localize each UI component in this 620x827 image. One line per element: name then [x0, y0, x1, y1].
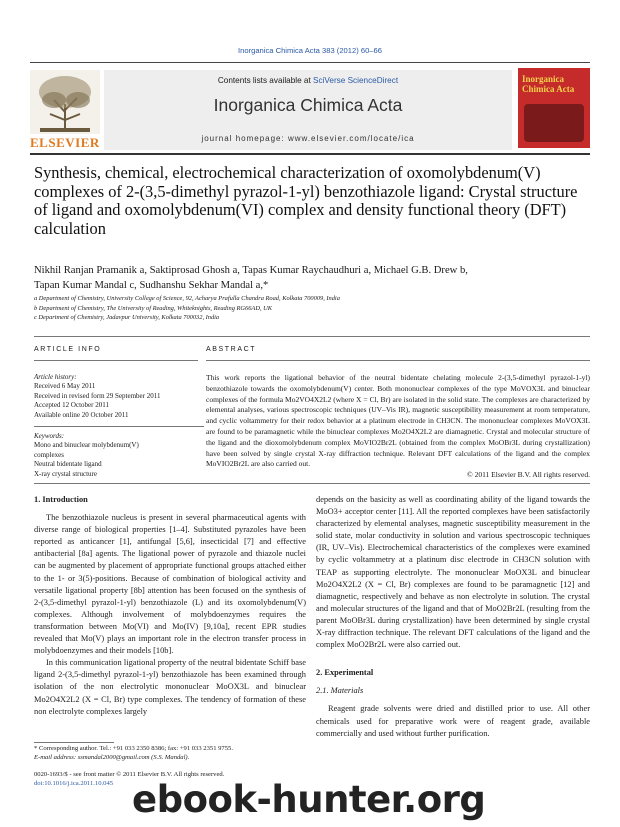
materials-heading: 2.1. Materials — [316, 686, 364, 696]
author-list — [34, 263, 589, 293]
section-rule — [34, 336, 590, 337]
abstract-text: This work reports the ligational behavior of the neutral bidentate chelating molecule 2-(3,5-dimethyl pyrazol-1-yl) benzothiazole towards the oxomolybdenum(V) center. Both mononuclear complexes of the type MoVOX3L and binuclear complexes of the formula Mo2VO4X2L2 (where X = Cl, Br) are isolated in the solid state. The complexes are characterized by elemental analyses, various spectroscopic techniques (UV–Vis IR), magnetic susceptibility measurement at room temperature, and cyclic voltammetry for their redox behavior at a platinum electrode in CH3CN. The mononuclear complexes MoVOX3L are found to be paramagnetic while the binuclear complexes Mo2O4X2L2 are diamagnetic. Crystal and molecular structure of the ligand and the dioxomolybdenum complex MoVIO2Br2L (obtained from the complex MoOBr3L during crystallization) have been solved by single crystal X-ray diffraction technique. Relevant DFT calculations of the ligand and the complex MoVIO2Br2L are also carried out. — [206, 373, 590, 469]
history-item: Received 6 May 2011 — [34, 382, 96, 391]
corresponding-author: * Corresponding author. Tel.: +91 033 2350 8386; fax: +91 033 2351 9755. — [34, 745, 233, 752]
info-rule — [34, 360, 198, 361]
article-title: Synthesis, chemical, electrochemical characterization of oxomolybdenum(V) complexes of 2-(3,5-dimethyl pyrazol-1-yl) benzothiazole ligand: Crystal structure of ligand and oxomolybdenum(VI) complex and density functional theory (DFT) calculation — [34, 163, 578, 238]
keyword: X-ray crystal structure — [34, 469, 97, 478]
sciverse-link[interactable]: SciVerse ScienceDirect — [313, 76, 399, 85]
doi-link[interactable]: doi:10.1016/j.ica.2011.10.045 — [34, 780, 114, 787]
issn-line: 0020-1693/$ - see front matter © 2011 Elsevier B.V. All rights reserved. — [34, 771, 225, 778]
authors-line-1: Nikhil Ranjan Pramanik a, Saktiprosad Ghosh a, Tapas Kumar Raychaudhuri a, Michael G.B. Drew b, — [34, 265, 468, 276]
publisher-name: ELSEVIER — [30, 135, 100, 150]
footnote — [34, 744, 324, 762]
introduction-heading: 1. Introduction — [34, 495, 88, 504]
cover-illustration — [524, 104, 584, 142]
article-info — [34, 373, 204, 479]
body-rule — [34, 483, 590, 484]
experimental-heading: 2. Experimental — [316, 668, 374, 678]
affiliation-a: a Department of Chemistry, University College of Science, 92, Acharya Prafulla Chandra Road, Kolkata 700009, India — [34, 295, 340, 302]
intro-paragraph-3: depends on the basicity as well as coordinating ability of the ligand towards the MoO3+ acceptor center [11]. All the reported complexes have been satisfactorily characterized by elemental analyses, magnetic susceptibility measurement in the solid state, molar conductivity in solution and various spectroscopic techniques (IR, UV–Vis). Electrochemical characteristics of the complexes were examined by cyclic voltammetry at a platinum disc electrode in CH3CN solution with TEAP as supporting electrolyte. The mononuclear MoOX3L and binuclear Mo2O4X2L2 (X = Cl, Br) complexes are found to be paramagnetic [12] and diamagnetic, respectively and behave as non electrolyte in solution. The crystal and molecular structures of the ligand and that of MoO2Br2L (resulting from the parent MoOBr3L during crystallization) have been determined by single crystal X-ray diffraction technique. The relevant DFT calculations of the ligand and the complex MoO2Br2L were also carried out. — [316, 495, 590, 650]
author-email[interactable]: E-mail address: ssmandal2000@gmail.com (S.S. Mandal). — [34, 754, 190, 761]
journal-reference[interactable]: Inorganica Chimica Acta 383 (2012) 60–66 — [238, 46, 382, 55]
materials-paragraph: Reagent grade solvents were dried and distilled prior to use. All other chemicals used for preparative work were of reagent grade, available commercially and used without further purification. — [316, 704, 590, 738]
keyword: Neutral bidentate ligand — [34, 460, 102, 469]
copyright-line: © 2011 Elsevier B.V. All rights reserved. — [467, 470, 590, 480]
affiliation-c: c Department of Chemistry, Jadavpur University, Kolkata 700032, India — [34, 314, 220, 321]
intro-paragraph-2: In this communication ligational property of the neutral bidentate Schiff base ligand 2-(3,5-dimethyl pyrazol-1-yl) benzothiazole has been examined through isolation of the non electrolytic mononuclear MoOX3L and binuclear Mo2O4X2L2 (X = Cl, Br) type complexes. The tendency of formation of these non electrolyte complexes largely — [34, 658, 306, 716]
journal-title: Inorganica Chimica Acta — [213, 95, 403, 115]
affiliation-b: b Department of Chemistry, The University of Reading, Whiteknights, Reading RG66AD, UK — [34, 304, 273, 312]
intro-paragraph-1: The benzothiazole nucleus is present in several pharmaceutical agents with diverse range of biological properties [1–4]. Substituted pyrazoles have been reported as anticancer [1], antifungal [5,6], insecticidal [7] and effective antibacterial [8a] agents. The ligational power of pyrazole and thiazole nuclei can be augmented by placement of appropriate functional groups attached either to the 1- or 3(5)-positions. Because of combination of biological activity and versatile ligational property [8b] attention has been focused on the synthesis of 2-(3,5-dimethyl pyrazol-1-yl) benzothiazole (L) and its oxomolybdenum(V) complexes. Although involvement of molybdoenzymes requires the transformation between Mo(VI) and Mo(IV) [9,10a], recent EPR studies revealed that Mo(V) plays an important role in the electron transfer process in molybdoenzymes and their models [10b]. — [34, 513, 306, 656]
article-info-heading: ARTICLE INFO — [34, 346, 102, 353]
abstract-body — [206, 373, 590, 481]
journal-homepage[interactable]: journal homepage: www.elsevier.com/locate/ica — [201, 134, 415, 143]
abstract-heading: ABSTRACT — [206, 346, 257, 353]
history-item: Accepted 12 October 2011 — [34, 401, 109, 410]
abstract-rule — [206, 360, 590, 361]
watermark-text: ebook-hunter.org — [132, 778, 486, 821]
keywords-rule — [34, 426, 204, 427]
header-rule — [30, 153, 590, 155]
journal-cover-image — [518, 68, 590, 148]
history-item: Available online 20 October 2011 — [34, 410, 129, 419]
contents-prefix: Contents lists available at — [217, 76, 314, 85]
keywords-label: Keywords: — [34, 432, 65, 441]
keyword: complexes — [34, 450, 64, 459]
contents-line — [104, 76, 512, 85]
authors-line-2: Tapan Kumar Mandal c, Sudhanshu Sekhar Mandal a,* — [34, 280, 269, 291]
right-column — [316, 494, 590, 740]
keyword: Mono and binuclear molybdenum(V) — [34, 441, 139, 450]
affiliations — [34, 294, 589, 323]
footnote-rule — [34, 742, 114, 743]
history-item: Received in revised form 29 September 2011 — [34, 391, 161, 400]
history-label: Article history: — [34, 373, 77, 381]
left-column — [34, 494, 306, 718]
cover-title: Inorganica Chimica Acta — [522, 74, 575, 94]
top-rule — [30, 62, 590, 63]
